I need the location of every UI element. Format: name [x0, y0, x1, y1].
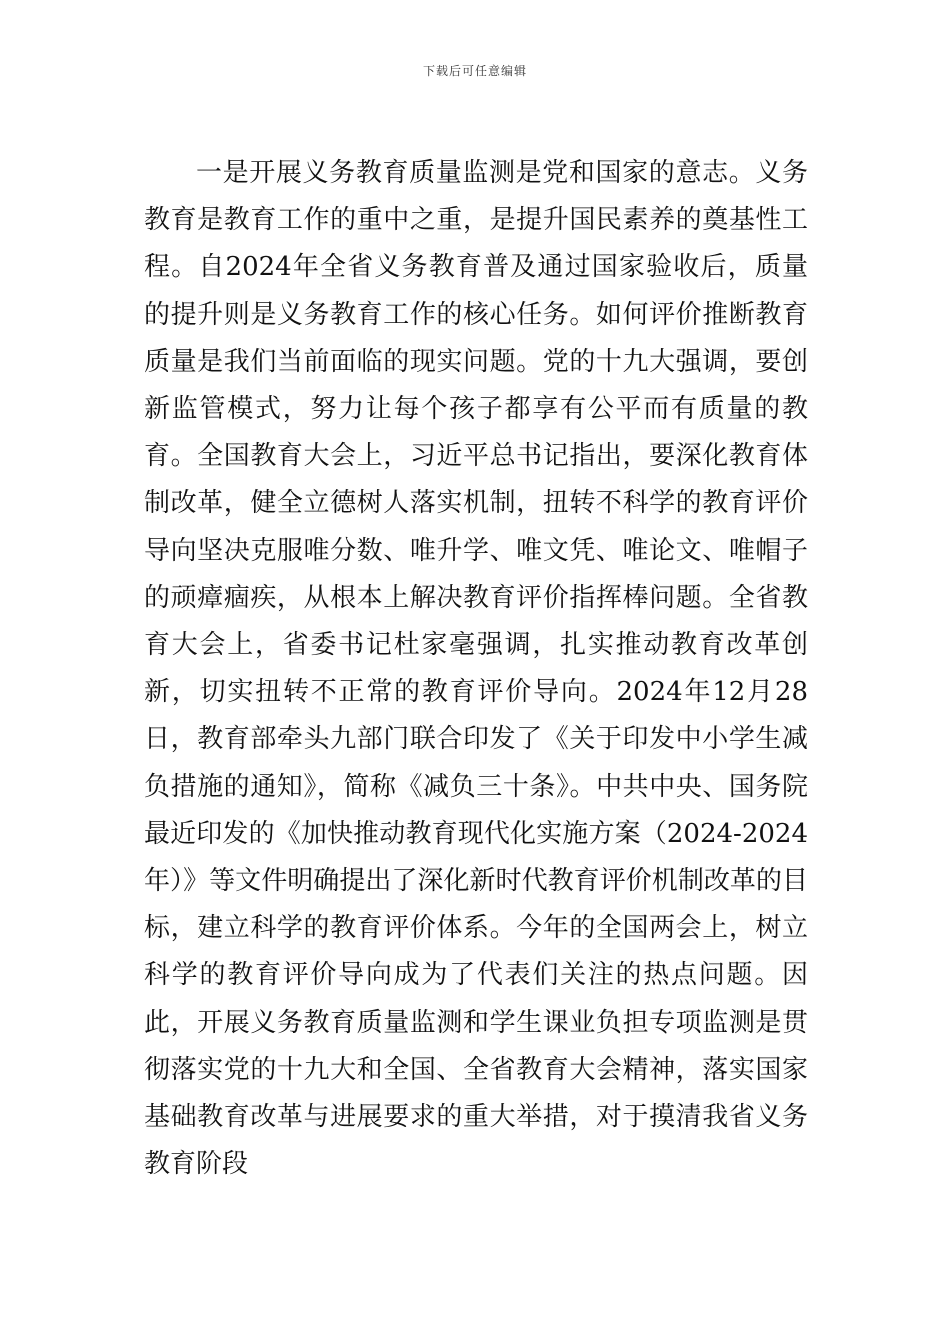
- page-header: 下载后可任意编辑: [422, 64, 527, 78]
- body-paragraph: 一是开展义务教育质量监测是党和国家的意志。义务教育是教育工作的重中之重，是提升国民素养的奠基性工程。自2024年全省义务教育普及通过国家验收后，质量的提升则是义务教育工作的核心任务。如何评价推断教育质量是我们当前面临的现实问题。党的十九大强调，要创新监管模式，努力让每个孩子都享有公平而有质量的教育。全国教育大会上，习近平总书记指出，要深化教育体制改革，健全立德树人落实机制，扭转不科学的教育评价导向坚决克服唯分数、唯升学、唯文凭、唯论文、唯帽子的顽瘴痼疾，从根本上解决教育评价指挥棒问题。全省教育大会上，省委书记杜家毫强调，扎实推动教育改革创新，切实扭转不正常的教育评价导向。2024年12月28日，教育部牵头九部门联合印发了《关于印发中小学生减负措施的通知》，简称《减负三十条》。中共中央、国务院最近印发的《加快推动教育现代化实施方案（2024-2024年）》等文件明确提出了深化新时代教育评价机制改革的目标，建立科学的教育评价体系。今年的全国两会上，树立科学的教育评价导向成为了代表们关注的热点问题。因此，开展义务教育质量监测和学生课业负担专项监测是贯彻落实党的十九大和全国、全省教育大会精神，落实国家基础教育改革与进展要求的重大举措，对于摸清我省义务教育阶段: [144, 158, 808, 1180]
